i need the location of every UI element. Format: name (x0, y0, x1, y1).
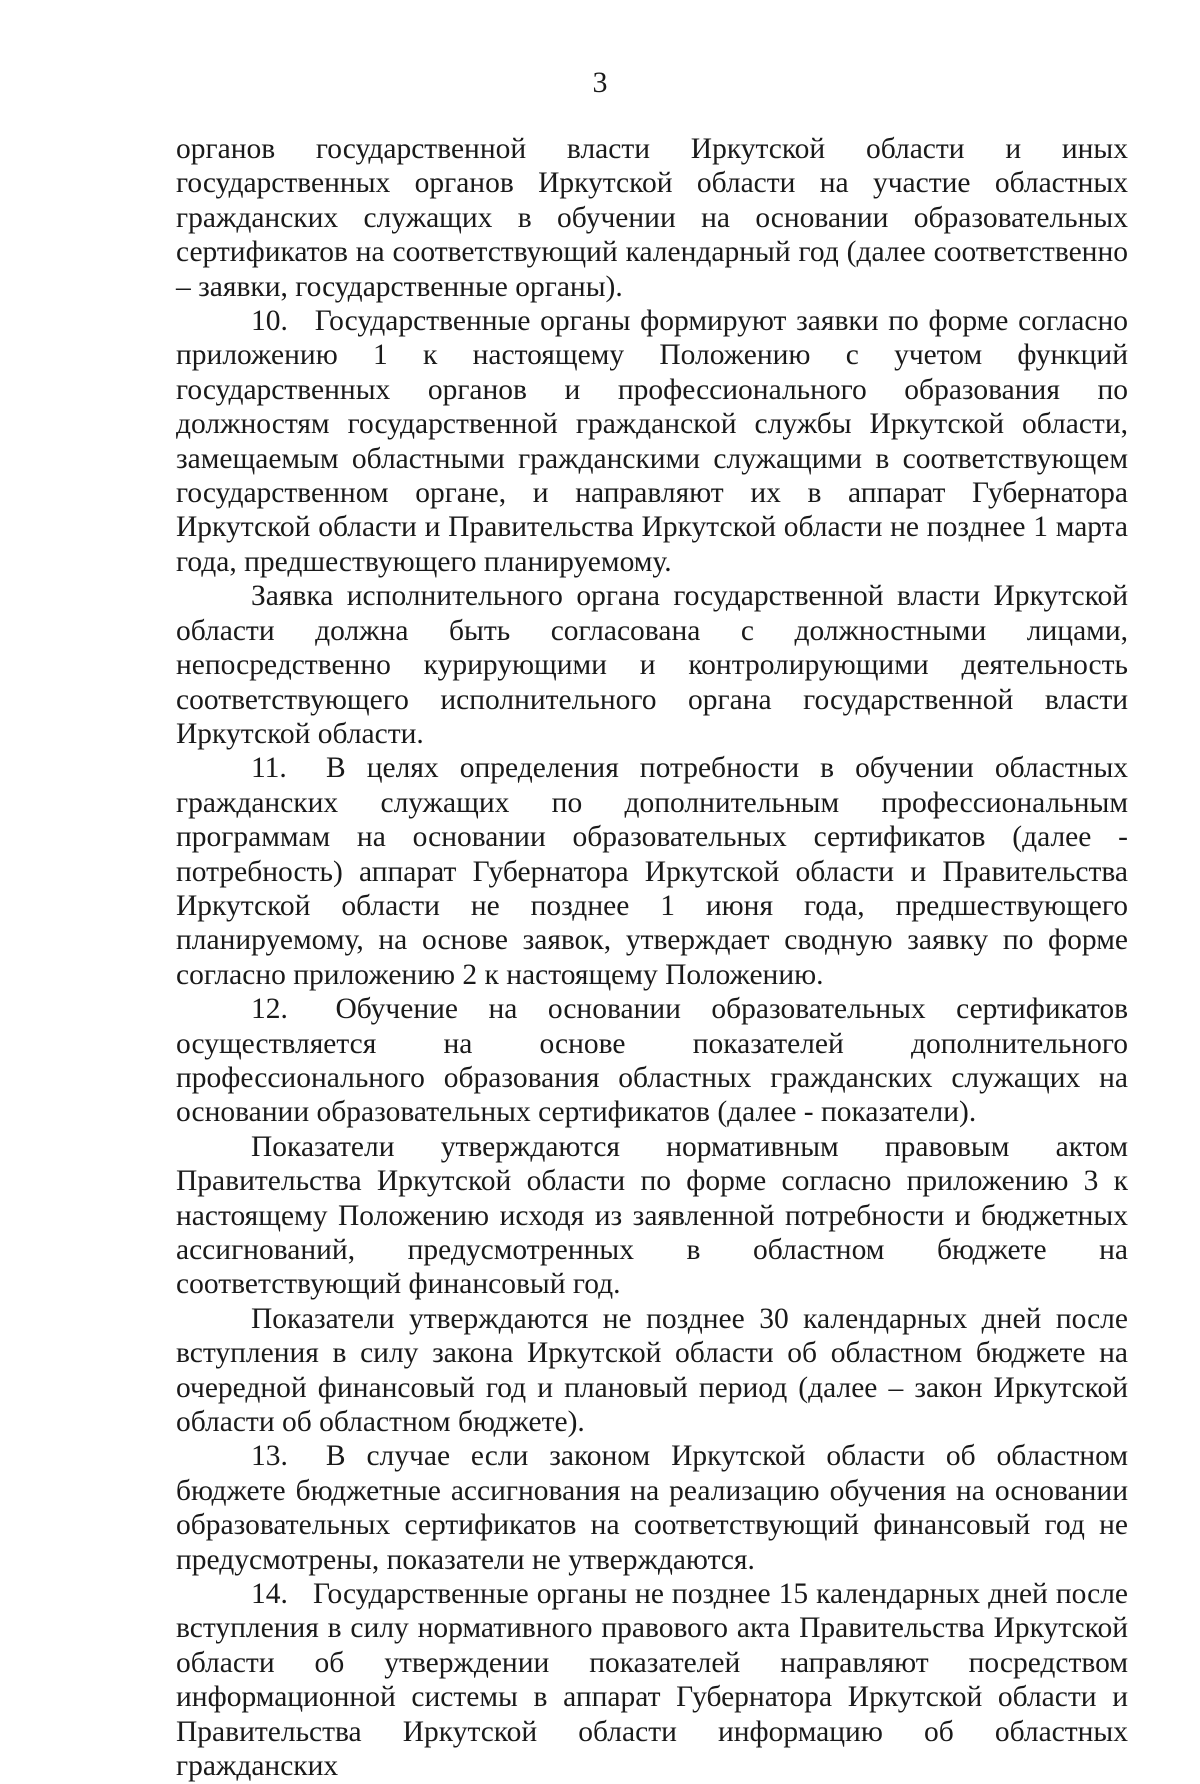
paragraph-text: Государственные органы формируют заявки по форме согласно приложению 1 к настоящему Положению с учетом функций государственных органов и профессионального образования по должностям государственной гражданской службы Иркутской области, замещаемым областными гражданскими служащими в соответствующем государственном органе, и направляют их в аппарат Губернатора Иркутской области и Правительства Иркутской области не позднее 1 марта года, предшествующего планируемому. (176, 305, 1129, 578)
paragraph-text: Заявка исполнительного органа государственной власти Иркутской области должна быть согласована с должностными лицами, непосредственно курирующими и контролирующими деятельность соответствующего исполнительного органа государственной власти Иркутской области. (176, 580, 1128, 750)
paragraph-number: 13. (251, 1440, 288, 1473)
paragraph-text: Показатели утверждаются нормативным правовым актом Правительства Иркутской области по форме согласно приложению 3 к настоящему Положению исходя из заявленной потребности и бюджетных ассигнований, предусмотренных в областном бюджете на соответствующий финансовый год. (176, 1130, 1128, 1301)
paragraph-request-approval (176, 579, 1128, 751)
paragraph-number: 10. (251, 305, 288, 338)
paragraph-indicators-approval (176, 1130, 1128, 1302)
paragraph-indicators-deadline (176, 1302, 1128, 1440)
page-number: 3 (592, 66, 608, 99)
document-body (176, 132, 1128, 1784)
paragraph-text: органов государственной власти Иркутской области и иных государственных органов Иркутской области на участие областных гражданских служащих в обучении на основании образовательных сертификатов на соответствующий календарный год (далее соответственно – заявки, государственные органы). (176, 133, 1128, 303)
paragraph-number: 11. (251, 752, 287, 785)
paragraph-text: В случае если законом Иркутской области об областном бюджете бюджетные ассигнования на реализацию обучения на основании образовательных сертификатов на соответствующий финансовый год не предусмотрены, показатели не утверждаются. (176, 1440, 1128, 1576)
paragraph-text: Показатели утверждаются не позднее 30 календарных дней после вступления в силу закона Иркутской области об областном бюджете на очередной финансовый год и плановый период (далее – закон Иркутской области об областном бюджете). (176, 1302, 1128, 1439)
paragraph-item-11 (176, 751, 1128, 992)
paragraph-text: В целях определения потребности в обучении областных гражданских служащих по дополнительным профессиональным программам на основании образовательных сертификатов (далее - потребность) аппарат Губернатора Иркутской области и Правительства Иркутской области не позднее 1 июня года, предшествующего планируемому, на основе заявок, утверждает сводную заявку по форме согласно приложению 2 к настоящему Положению. (176, 752, 1129, 991)
paragraph-continuation (176, 132, 1128, 304)
paragraph-text: Обучение на основании образовательных сертификатов осуществляется на основе показателей дополнительного профессионального образования областных гражданских служащих на основании образовательных сертификатов (далее - показатели). (176, 993, 1129, 1129)
paragraph-item-10 (176, 304, 1128, 579)
paragraph-item-14 (176, 1577, 1128, 1783)
paragraph-number: 14. (251, 1578, 288, 1611)
paragraph-text: Государственные органы не позднее 15 календарных дней после вступления в силу нормативного правового акта Правительства Иркутской области об утверждении показателей направляют посредством информационной системы в аппарат Губернатора Иркутской области и Правительства Иркутской области информацию об областных гражданских (176, 1578, 1129, 1783)
paragraph-item-12 (176, 992, 1128, 1130)
paragraph-number: 12. (251, 993, 288, 1026)
paragraph-item-13 (176, 1439, 1128, 1577)
